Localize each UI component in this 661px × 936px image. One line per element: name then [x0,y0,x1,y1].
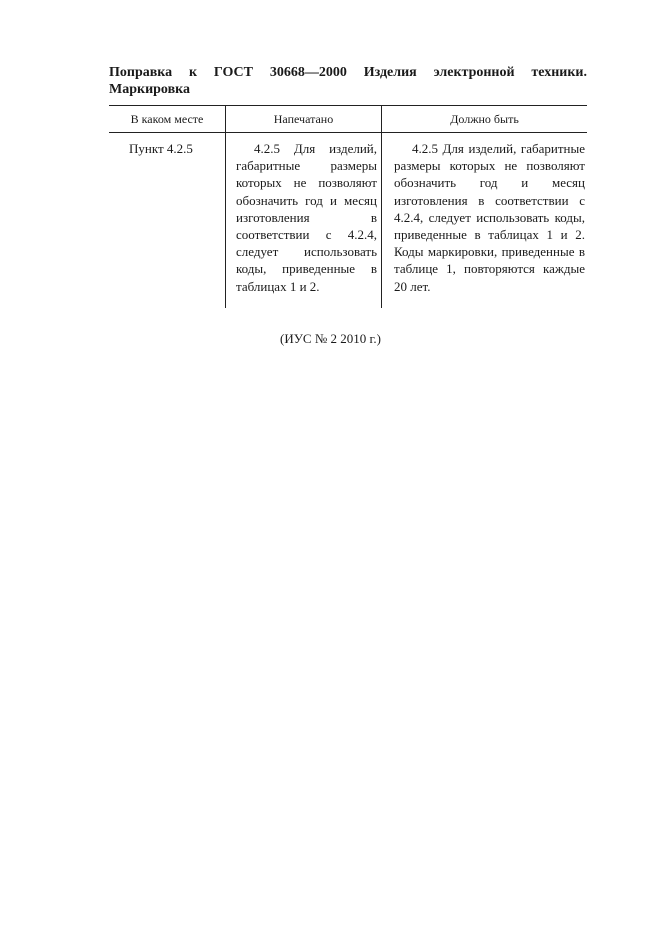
header-correct: Должно быть [381,106,587,132]
printed-text: 4.2.5 Для изделий, габаритные размеры которых не позволяют обозначить год и месяц изготовления в соответствии с 4.2.4, следует использовать коды, приведенные в таблицах 1 и 2. [236,141,377,294]
table-header-row [109,106,587,132]
correct-text: 4.2.5 Для изделий, габаритные размеры которых не позволяют обозначить год и месяц изготовления в соответствии с 4.2.4, следует использовать коды, приведенные в таблицах 1 и 2. Коды маркировки, приведенные в таблице 1, повторяются каждые 20 лет. [394,141,585,294]
table-row [109,133,587,308]
cell-location: Пункт 4.2.5 [129,141,193,156]
header-location: В каком месте [130,112,204,126]
header-printed: Напечатано [225,106,381,132]
source-reference: (ИУС № 2 2010 г.) [280,331,381,346]
amendment-title: Поправка к ГОСТ 30668—2000 Изделия электронной техники. Маркировка [109,65,587,97]
amendment-table [109,105,587,308]
cell-printed [225,133,381,308]
cell-correct [381,133,587,308]
